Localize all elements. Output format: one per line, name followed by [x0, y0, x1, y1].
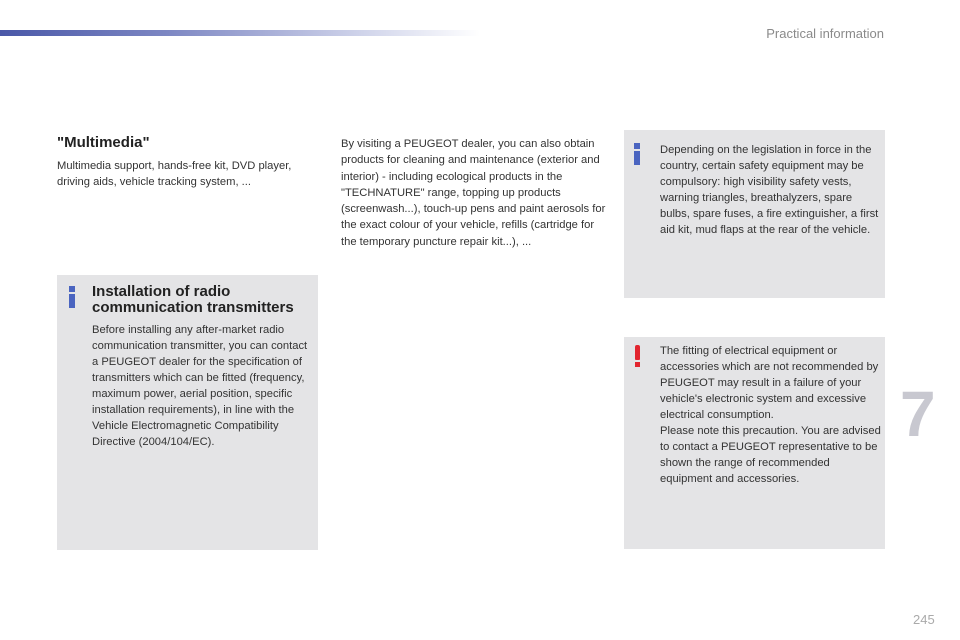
- multimedia-text: Multimedia support, hands-free kit, DVD player, driving aids, vehicle tracking system, ...: [57, 160, 292, 188]
- section-title: Practical information: [766, 26, 884, 41]
- chapter-number: 7: [900, 378, 936, 450]
- page-number: 245: [913, 612, 935, 627]
- legislation-text: Depending on the legislation in force in the country, certain safety equipment may be compulsory: high visibility safety vests, warning triangles, breathalyzers, spare bulbs, spare fuses, a fire extinguisher, a first aid kit, mud flaps at the rear of the vehicle.: [660, 144, 879, 236]
- info-icon: [69, 286, 75, 308]
- info-icon: [634, 143, 640, 165]
- warning-icon: [635, 345, 641, 367]
- installation-text: Before installing any after-market radio communication transmitter, you can contact a PEUGEOT dealer for the specification of transmitters which can be fitted (frequency, maximum power, aerial position, specific installation requirements), in line with the Vehicle Electromagnetic Compatibility Directive (2004/104/EC).: [92, 324, 308, 448]
- multimedia-heading: "Multimedia": [57, 134, 150, 151]
- warning-text-line2: Please note this precaution. You are advised to contact a PEUGEOT representative to be shown the range of recommended equipment and accessories.: [660, 425, 881, 485]
- dealer-products-text: By visiting a PEUGEOT dealer, you can also obtain products for cleaning and maintenance (exterior and interior) - including ecological products in the "TECHNATURE" range, topping up products (screenwash...), touch-up pens and paint aerosols for the exact colour of your vehicle, refills (cartridge for the temporary puncture repair kit...), ...: [341, 138, 606, 248]
- warning-text: [660, 343, 882, 487]
- header-accent-bar: [0, 30, 480, 36]
- warning-text-line1: The fitting of electrical equipment or accessories which are not recommended by PEUGEOT may result in a failure of your vehicle's electronic system and excessive electrical consumption.: [660, 345, 879, 421]
- installation-heading: Installation of radio communication transmitters: [92, 283, 294, 316]
